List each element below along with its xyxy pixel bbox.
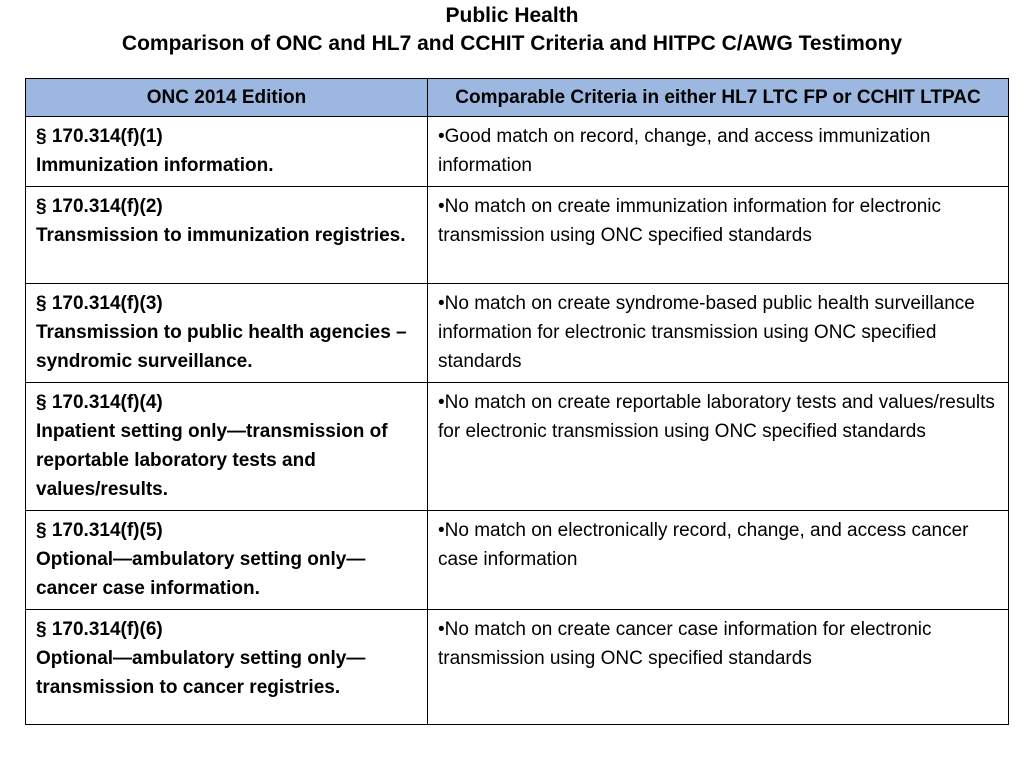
header-onc-edition: ONC 2014 Edition (26, 79, 428, 117)
table-row (26, 117, 1009, 187)
comparable-criteria-cell: •No match on electronically record, change, and access cancer case information (428, 511, 1009, 610)
onc-criterion-cell (26, 187, 428, 284)
comparable-criteria-cell: •No match on create syndrome-based public health surveillance information for electronic transmission using ONC specified standards (428, 284, 1009, 383)
onc-criterion-cell (26, 383, 428, 511)
table-row (26, 610, 1009, 725)
table-row (26, 284, 1009, 383)
comparable-criteria-cell: •No match on create immunization information for electronic transmission using ONC specified standards (428, 187, 1009, 284)
criterion-description: Optional—ambulatory setting only—transmission to cancer registries. (36, 648, 366, 698)
comparable-criteria-cell: •No match on create cancer case information for electronic transmission using ONC specified standards (428, 610, 1009, 725)
table-row (26, 187, 1009, 284)
section-number: § 170.314(f)(6) (36, 619, 163, 640)
header-comparable-criteria: Comparable Criteria in either HL7 LTC FP or CCHIT LTPAC (428, 79, 1009, 117)
comparable-criteria-cell: •Good match on record, change, and access immunization information (428, 117, 1009, 187)
title-line-2: Comparison of ONC and HL7 and CCHIT Criteria and HITPC C/AWG Testimony (121, 32, 903, 55)
title-line-1: Public Health (445, 4, 579, 27)
criterion-description: Inpatient setting only—transmission of reportable laboratory tests and values/results. (36, 421, 388, 500)
onc-criterion-cell (26, 284, 428, 383)
slide-title (0, 2, 1024, 58)
onc-criterion-cell (26, 511, 428, 610)
criterion-description: Immunization information. (36, 155, 274, 176)
table-header-row (26, 79, 1009, 117)
onc-criterion-cell (26, 610, 428, 725)
criteria-comparison-table (25, 78, 1009, 725)
criterion-description: Transmission to public health agencies – syndromic surveillance. (36, 322, 407, 372)
section-number: § 170.314(f)(2) (36, 196, 163, 217)
criterion-description: Transmission to immunization registries. (36, 225, 406, 246)
section-number: § 170.314(f)(1) (36, 126, 163, 147)
section-number: § 170.314(f)(5) (36, 520, 163, 541)
comparable-criteria-cell: •No match on create reportable laboratory tests and values/results for electronic transmission using ONC specified standards (428, 383, 1009, 511)
section-number: § 170.314(f)(3) (36, 293, 163, 314)
table-row (26, 511, 1009, 610)
onc-criterion-cell (26, 117, 428, 187)
section-number: § 170.314(f)(4) (36, 392, 163, 413)
criterion-description: Optional—ambulatory setting only—cancer case information. (36, 549, 366, 599)
table-row (26, 383, 1009, 511)
